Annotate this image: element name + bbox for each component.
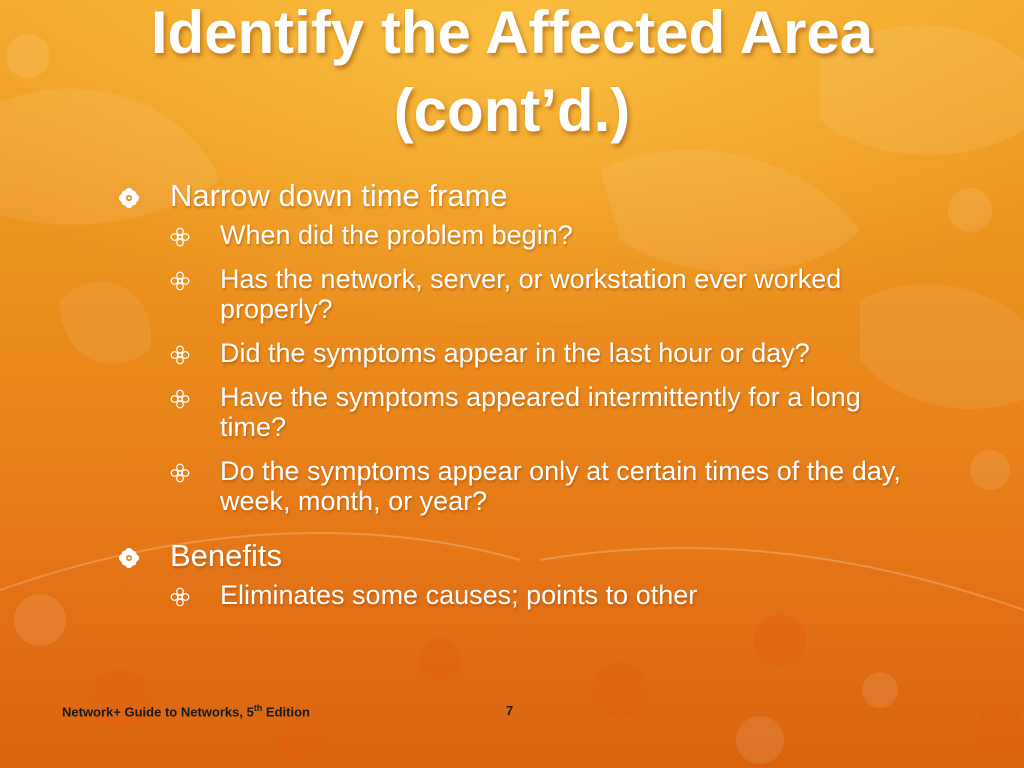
footer-book-prefix: Network+ Guide to Networks, 5 [62,704,254,720]
bullet-text: Narrow down time frame [170,178,508,213]
footer-book-suffix: Edition [262,704,310,720]
sub-bullet-text: Has the network, server, or workstation ever worked properly? [220,264,842,324]
sub-bullet-item [118,264,918,324]
bullet-item [118,178,918,214]
bullet-text: Benefits [170,538,283,573]
sub-bullet-item [118,456,918,516]
sub-bullet-item [118,580,918,610]
slide-body [118,178,918,624]
flower-icon [118,547,140,569]
footer-book-superscript: th [253,703,263,713]
slide-title [40,0,984,150]
sub-bullet-item [118,382,918,442]
flower-icon [118,187,140,209]
flower-outline-icon [170,227,190,247]
bullet-group-benefits [118,538,918,610]
flower-outline-icon [170,271,190,291]
sub-bullet-text: Do the symptoms appear only at certain times of the day, week, month, or year? [220,456,901,516]
sub-bullet-text: Did the symptoms appear in the last hour or day? [220,338,810,368]
flower-outline-icon [170,587,190,607]
flower-outline-icon [170,345,190,365]
flower-outline-icon [170,389,190,409]
slide-title-line2: (cont’d.) [393,77,631,144]
slide-title-line1: Identify the Affected Area [150,0,874,66]
sub-bullet-item [118,220,918,250]
bullet-group-timeframe [118,178,918,516]
sub-bullet-text: Have the symptoms appeared intermittently for a long time? [220,382,861,442]
flower-outline-icon [170,463,190,483]
sub-bullet-list [118,580,918,610]
sub-bullet-text: When did the problem begin? [220,220,573,250]
footer-book-title [62,703,310,719]
sub-bullet-item [118,338,918,368]
sub-bullet-list [118,220,918,516]
bullet-item [118,538,918,574]
page-number: 7 [506,703,514,718]
sub-bullet-text: Eliminates some causes; points to other [220,580,698,610]
